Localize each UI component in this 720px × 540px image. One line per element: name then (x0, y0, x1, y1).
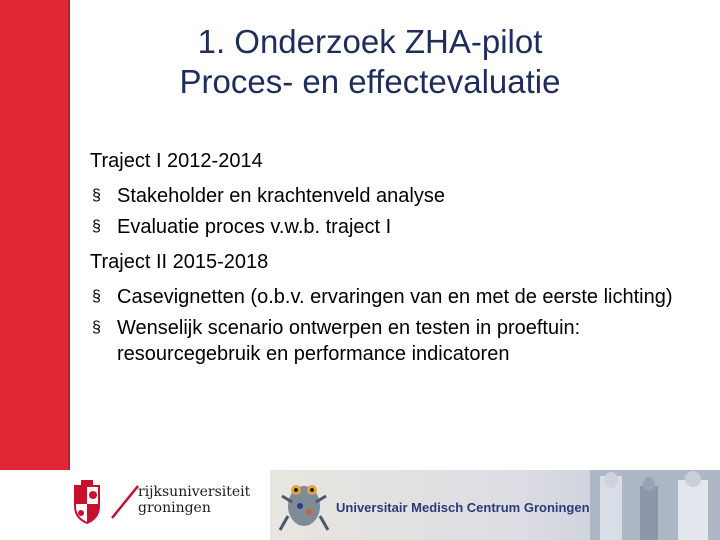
bullet-text: Stakeholder en krachtenveld analyse (117, 185, 445, 207)
rug-name (138, 484, 250, 516)
bullet-item (90, 183, 710, 209)
umcg-banner (270, 470, 720, 540)
bullet-item (90, 284, 710, 310)
bullet-mark: § (92, 218, 101, 235)
rug-line-1: rijksuniversiteit (138, 484, 251, 500)
frog-logo-icon (278, 476, 330, 534)
bullet-text: Wenselijk scenario ontwerpen en testen in proeftuin: resourcegebruik en performance indicatoren (117, 317, 581, 365)
rug-logo (0, 470, 270, 540)
title-line-1: 1. Onderzoek ZHA-pilot (197, 23, 543, 60)
bullet-mark: § (92, 319, 101, 336)
bullet-mark: § (92, 288, 101, 305)
slide-title (110, 22, 630, 102)
slide-content (90, 144, 710, 372)
footer-banner (0, 470, 720, 540)
bullet-mark: § (92, 187, 101, 204)
bullet-item (90, 315, 710, 367)
bullet-text: Evaluatie proces v.w.b. traject I (117, 216, 392, 238)
university-crest-icon (72, 480, 102, 524)
accent-bar (0, 0, 70, 470)
bullet-text: Casevignetten (o.b.v. ervaringen van en met de eerste lichting) (117, 286, 673, 308)
umcg-name: Universitair Medisch Centrum Groningen (336, 500, 590, 515)
traject-1-heading: Traject I 2012-2014 (90, 150, 263, 172)
rug-line-2: groningen (138, 500, 211, 516)
title-line-2: Proces- en effectevaluatie (179, 63, 561, 100)
traject-2-heading: Traject II 2015-2018 (90, 251, 269, 273)
hospital-photo (590, 470, 720, 540)
bullet-item (90, 214, 710, 240)
